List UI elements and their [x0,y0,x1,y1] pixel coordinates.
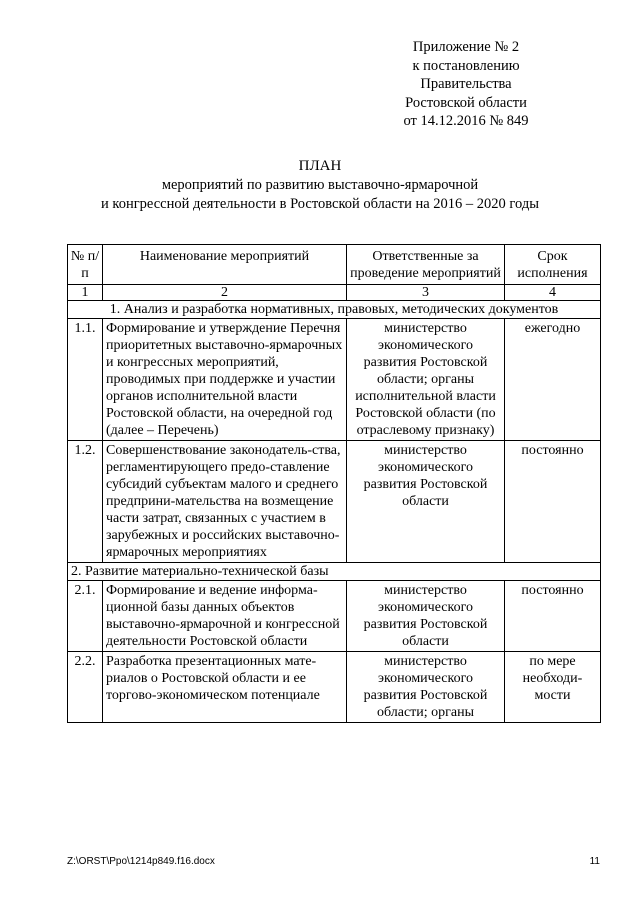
row-term: по мере необходи-мости [505,652,601,723]
section-row-2 [68,563,601,581]
column-number-row [68,285,601,301]
row-number: 1.2. [68,441,103,563]
header-num: № п/п [68,245,103,285]
row-number: 1.1. [68,319,103,441]
table-row [68,652,601,723]
column-number: 1 [68,285,103,301]
row-term: ежегодно [505,319,601,441]
row-responsible: министерство экономического развития Ростовской области; органы исполнительной власти Ростовской области (по отраслевому признаку) [347,319,505,441]
column-number: 3 [347,285,505,301]
row-responsible: министерство экономического развития Ростовской области [347,441,505,563]
section-heading: 2. Развитие материально-технической базы [68,563,601,581]
column-number: 2 [103,285,347,301]
row-name: Разработка презентационных мате-риалов о Ростовской области и ее торгово-экономическом потенциале [103,652,347,723]
row-responsible: министерство экономического развития Ростовской области; органы [347,652,505,723]
plan-table [67,244,601,723]
row-name: Формирование и утверждение Перечня приоритетных выставочно-ярмарочных и конгрессных мероприятий, проводимых при поддержке и участии органов исполнительной власти Ростовской области, на очередной год (далее – Перечень) [103,319,347,441]
row-number: 2.1. [68,581,103,652]
header-name: Наименование мероприятий [103,245,347,285]
table-row [68,319,601,441]
appendix-line: Приложение № 2 [412,39,520,55]
row-term: постоянно [505,581,601,652]
appendix-line: к постановлению [412,57,520,74]
appendix-block [366,38,566,131]
column-number: 4 [505,285,601,301]
footer-page-number: 11 [589,856,600,867]
row-name: Совершенствование законодатель-ства, регламентирующего предо-ставление субсидий субъектам малого и среднего предприни-мательства на возмещение части затрат, связанных с участием в зарубежных и российских выставочно-ярмарочных мероприятиях [103,441,347,563]
header-term: Срок исполнения [505,245,601,285]
table-row [68,581,601,652]
row-term: постоянно [505,441,601,563]
appendix-line: от 14.12.2016 № 849 [403,113,529,129]
footer-file-path: Z:\ORST\Ppo\1214p849.f16.docx [67,856,215,867]
row-number: 2.2. [68,652,103,723]
row-responsible: министерство экономического развития Ростовской области [347,581,505,652]
appendix-line: Правительства [420,76,512,92]
subtitle-line-1: мероприятий по развитию выставочно-ярмарочной [161,177,479,193]
subtitle-line-2: и конгрессной деятельности в Ростовской области на 2016 – 2020 годы [101,195,539,212]
table-header-row [68,245,601,285]
appendix-line: Ростовской области [405,94,527,111]
section-row-1 [68,301,601,319]
document-title: ПЛАН [298,158,342,174]
table-row [68,441,601,563]
document-subtitle [0,176,640,213]
row-name: Формирование и ведение информа-ционной базы данных объектов выставочно-ярмарочной и конгрессной деятельности Ростовской области [103,581,347,652]
header-responsible: Ответственные за проведение мероприятий [347,245,505,285]
section-heading: 1. Анализ и разработка нормативных, правовых, методических документов [68,301,601,319]
